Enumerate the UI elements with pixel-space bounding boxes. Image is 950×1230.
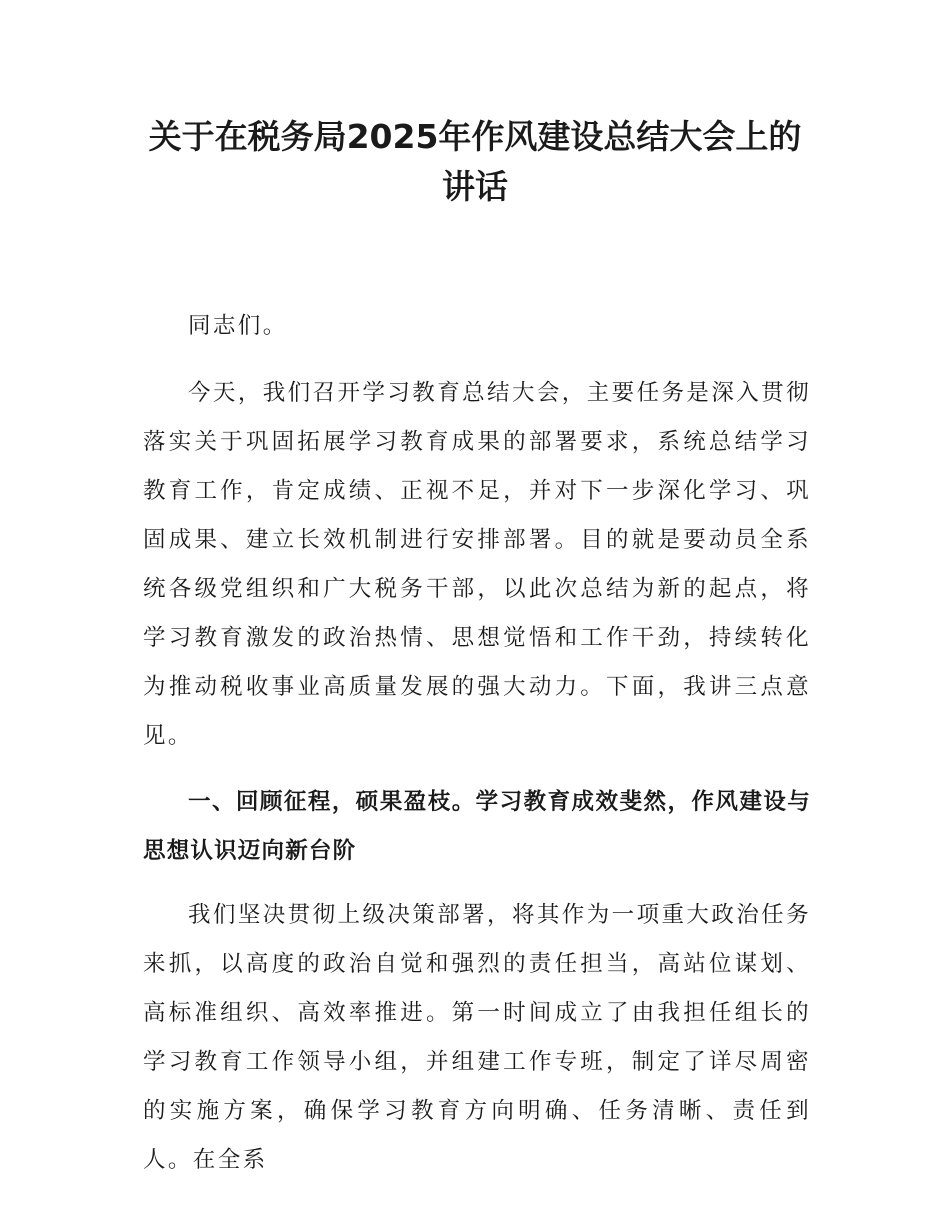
document-body bbox=[143, 302, 811, 1185]
body-paragraph-2: 我们坚决贯彻上级决策部署，将其作为一项重大政治任务来抓，以高度的政治自觉和强烈的责任担当，高站位谋划、高标准组织、高效率推进。第一时间成立了由我担任组长的学习教育工作领导小组，并组建工作专班，制定了详尽周密的实施方案，确保学习教育方向明确、任务清晰、责任到人。在全系 bbox=[143, 902, 811, 1173]
section-heading-1: 一、回顾征程，硕果盈枝。学习教育成效斐然，作风建设与思想认识迈向新台阶 bbox=[143, 789, 811, 864]
document-title: 关于在税务局2025年作风建设总结大会上的讲话 bbox=[148, 117, 802, 206]
greeting-paragraph: 同志们。 bbox=[188, 313, 288, 339]
body-paragraph-1: 今天，我们召开学习教育总结大会，主要任务是深入贯彻落实关于巩固拓展学习教育成果的部署要求，系统总结学习教育工作，肯定成绩、正视不足，并对下一步深化学习、巩固成果、建立长效机制进行安排部署。目的就是要动员全系统各级党组织和广大税务干部，以此次总结为新的起点，将学习教育激发的政治热情、思想觉悟和工作干劲，持续转化为推动税收事业高质量发展的强大动力。下面，我讲三点意见。 bbox=[143, 380, 811, 749]
